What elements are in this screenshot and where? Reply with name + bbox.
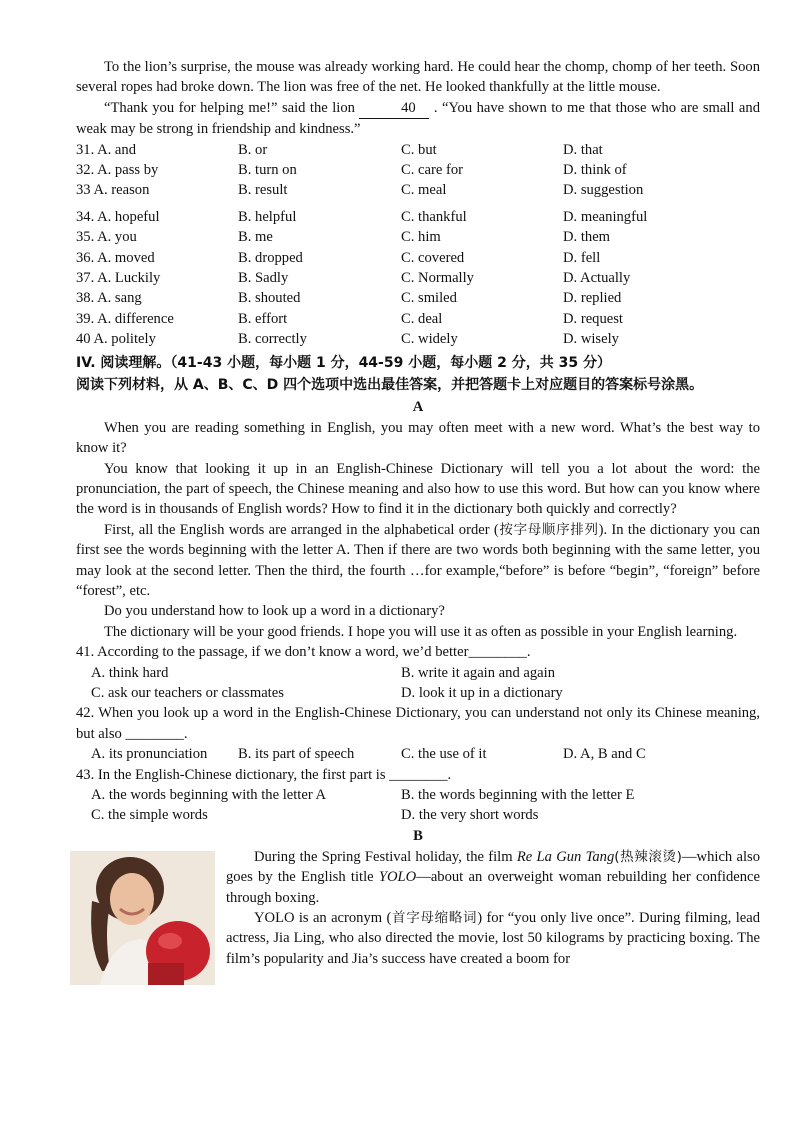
- cloze-option-row: [76, 309, 760, 329]
- cloze-option: D. suggestion: [563, 182, 644, 199]
- cloze-option-cell: [76, 268, 238, 288]
- cloze-option: C. thankful: [401, 208, 467, 225]
- passage-b-text: [226, 847, 760, 969]
- cloze-option-row: [76, 140, 760, 160]
- cloze-option: D. meaningful: [563, 208, 648, 225]
- cloze-option: B. Sadly: [238, 270, 289, 287]
- cloze-option-cell: [76, 329, 238, 349]
- cloze-option: B. result: [238, 182, 288, 199]
- cloze-option: B. effort: [238, 310, 288, 327]
- boxer-photo: [70, 851, 215, 985]
- cloze-option-row: [76, 160, 760, 180]
- cloze-option: B. correctly: [238, 331, 307, 348]
- story-paragraph-blank: “Thank you for helping me!” said the lion 40 . “You have shown to me that those who are small and weak may be strong in friendship and kindness.”: [76, 99, 760, 138]
- passage-a-paragraph: When you are reading something in English, you may often meet with a new word. What’s the best way to know it?: [76, 419, 760, 457]
- cloze-option-row: [76, 207, 760, 227]
- cloze-option-row: [76, 288, 760, 308]
- cloze-option: A. sang: [97, 290, 142, 307]
- cloze-option: B. me: [238, 229, 273, 246]
- passage-a-paragraph: You know that looking it up in an English-Chinese Dictionary will tell you a lot about the word: the pronunciation, the part of speech, the Chinese meaning and also how to use this word. But how can you know where the word is in thousands of English words? How to find it in the dictionary both quickly and correctly?: [76, 460, 760, 518]
- cloze-option: A. pass by: [97, 162, 159, 179]
- cloze-option: A. hopeful: [97, 208, 160, 225]
- cloze-option: A. politely: [93, 331, 156, 348]
- passage-label-a: A: [412, 398, 424, 415]
- question-stem: 41. According to the passage, if we don’t know a word, we’d better________.: [76, 644, 531, 661]
- question-number: 33: [76, 182, 91, 199]
- cloze-option: C. care for: [401, 162, 463, 179]
- question-number: 32.: [76, 162, 95, 179]
- passage-b-paragraph: YOLO is an acronym (首字母缩略词) for “you only live once”. During filming, lead actress, Jia Ling, who also directed the movie, lost 50 kilograms by practicing boxing. The film’s popularity and Jia’s success have created a boom for: [226, 910, 761, 967]
- section-title: IV. 阅读理解。（41-43 小题，每小题 1 分，44-59 小题，每小题 2 分，共 35 分）: [76, 354, 611, 371]
- blank-40: 40: [359, 98, 429, 119]
- boxer-illustration: [70, 851, 215, 985]
- question-stem: 42. When you look up a word in the English-Chinese Dictionary, you can understand not only its Chinese meaning, but also ________.: [76, 705, 760, 742]
- question-number: 40: [76, 331, 91, 348]
- cloze-option: B. helpful: [238, 208, 297, 225]
- cloze-option: A. difference: [97, 310, 174, 327]
- cloze-option-cell: [76, 288, 238, 308]
- passage-a-paragraph: Do you understand how to look up a word in a dictionary?: [104, 603, 445, 620]
- cloze-option: D. them: [563, 229, 611, 246]
- cloze-option: A. Luckily: [97, 270, 161, 287]
- story-paragraph: To the lion’s surprise, the mouse was already working hard. He could hear the chomp, chomp of her teeth. Soon several ropes had broke down. The lion was free of the net. He looked thankfully at the little mouse.: [76, 59, 760, 96]
- cloze-option-row: [76, 180, 760, 200]
- cloze-option-row: [76, 268, 760, 288]
- question-number: 36.: [76, 249, 95, 266]
- cloze-option: C. smiled: [401, 290, 457, 307]
- cloze-option: A. reason: [93, 182, 150, 199]
- exam-page: [76, 57, 760, 969]
- cloze-option-cell: [76, 309, 238, 329]
- question-options: A. its pronunciation B. its part of speech C. the use of it D. A, B and C: [91, 746, 646, 763]
- cloze-option: C. Normally: [401, 270, 474, 287]
- cloze-option: D. fell: [563, 249, 601, 266]
- question-number: 37.: [76, 270, 95, 287]
- cloze-option-cell: [76, 248, 238, 268]
- cloze-option: D. wisely: [563, 331, 619, 348]
- question-options: A. think hard B. write it again and again C. ask our teachers or classmates D. look it up in a dictionary: [91, 664, 563, 701]
- cloze-option: A. and: [97, 141, 137, 158]
- cloze-option: D. request: [563, 310, 623, 327]
- passage-a-paragraph: First, all the English words are arranged in the alphabetical order (按字母顺序排列). In the dictionary you can first see the words beginning with the letter A. Then if there are two words both beginning with the same letter, you may look at the second letter. Then the third, the fourth …for example,“before” is before “begin”, “foreign” before “forest”, etc.: [76, 521, 760, 599]
- cloze-option: B. dropped: [238, 249, 303, 266]
- cloze-option: D. think of: [563, 162, 627, 179]
- passage-label-b: B: [413, 827, 423, 844]
- cloze-option: B. shouted: [238, 290, 301, 307]
- question-number: 39.: [76, 310, 95, 327]
- cloze-option: D. that: [563, 141, 603, 158]
- cloze-option-cell: [76, 140, 238, 160]
- question-number: 38.: [76, 290, 95, 307]
- question-number: 34.: [76, 208, 95, 225]
- cloze-option: C. deal: [401, 310, 443, 327]
- cloze-option: D. replied: [563, 290, 622, 307]
- cloze-option: B. or: [238, 141, 268, 158]
- cloze-option: C. covered: [401, 249, 465, 266]
- cloze-option: C. but: [401, 141, 437, 158]
- cloze-option: C. meal: [401, 182, 447, 199]
- cloze-options: [76, 140, 760, 350]
- cloze-option-cell: [76, 227, 238, 247]
- cloze-option: C. widely: [401, 331, 458, 348]
- cloze-option: A. moved: [97, 249, 155, 266]
- passage-b-paragraph: During the Spring Festival holiday, the film Re La Gun Tang(热辣滚烫)—which also goes by the English title YOLO—about an overweight woman rebuilding her confidence through boxing.: [226, 848, 760, 906]
- cloze-option-row: [76, 227, 760, 247]
- cloze-option: A. you: [97, 229, 137, 246]
- section-instruction: 阅读下列材料，从 A、B、C、D 四个选项中选出最佳答案，并把答题卡上对应题目的答案标号涂黑。: [76, 376, 704, 393]
- cloze-option-row: [76, 248, 760, 268]
- question-number: 31.: [76, 141, 95, 158]
- cloze-option: C. him: [401, 229, 441, 246]
- passage-a-paragraph: The dictionary will be your good friends. I hope you will use it as often as possible in your English learning.: [104, 623, 738, 640]
- cloze-option-cell: [76, 207, 238, 227]
- question-number: 35.: [76, 229, 95, 246]
- cloze-option-cell: [76, 180, 238, 200]
- question-options: A. the words beginning with the letter A B. the words beginning with the letter E C. the simple words D. the very short words: [91, 787, 635, 824]
- cloze-option: B. turn on: [238, 162, 297, 179]
- cloze-option: D. Actually: [563, 270, 631, 287]
- cloze-option-cell: [76, 160, 238, 180]
- passage-b: [76, 847, 760, 969]
- cloze-option-row: [76, 329, 760, 349]
- question-stem: 43. In the English-Chinese dictionary, the first part is ________.: [76, 766, 452, 783]
